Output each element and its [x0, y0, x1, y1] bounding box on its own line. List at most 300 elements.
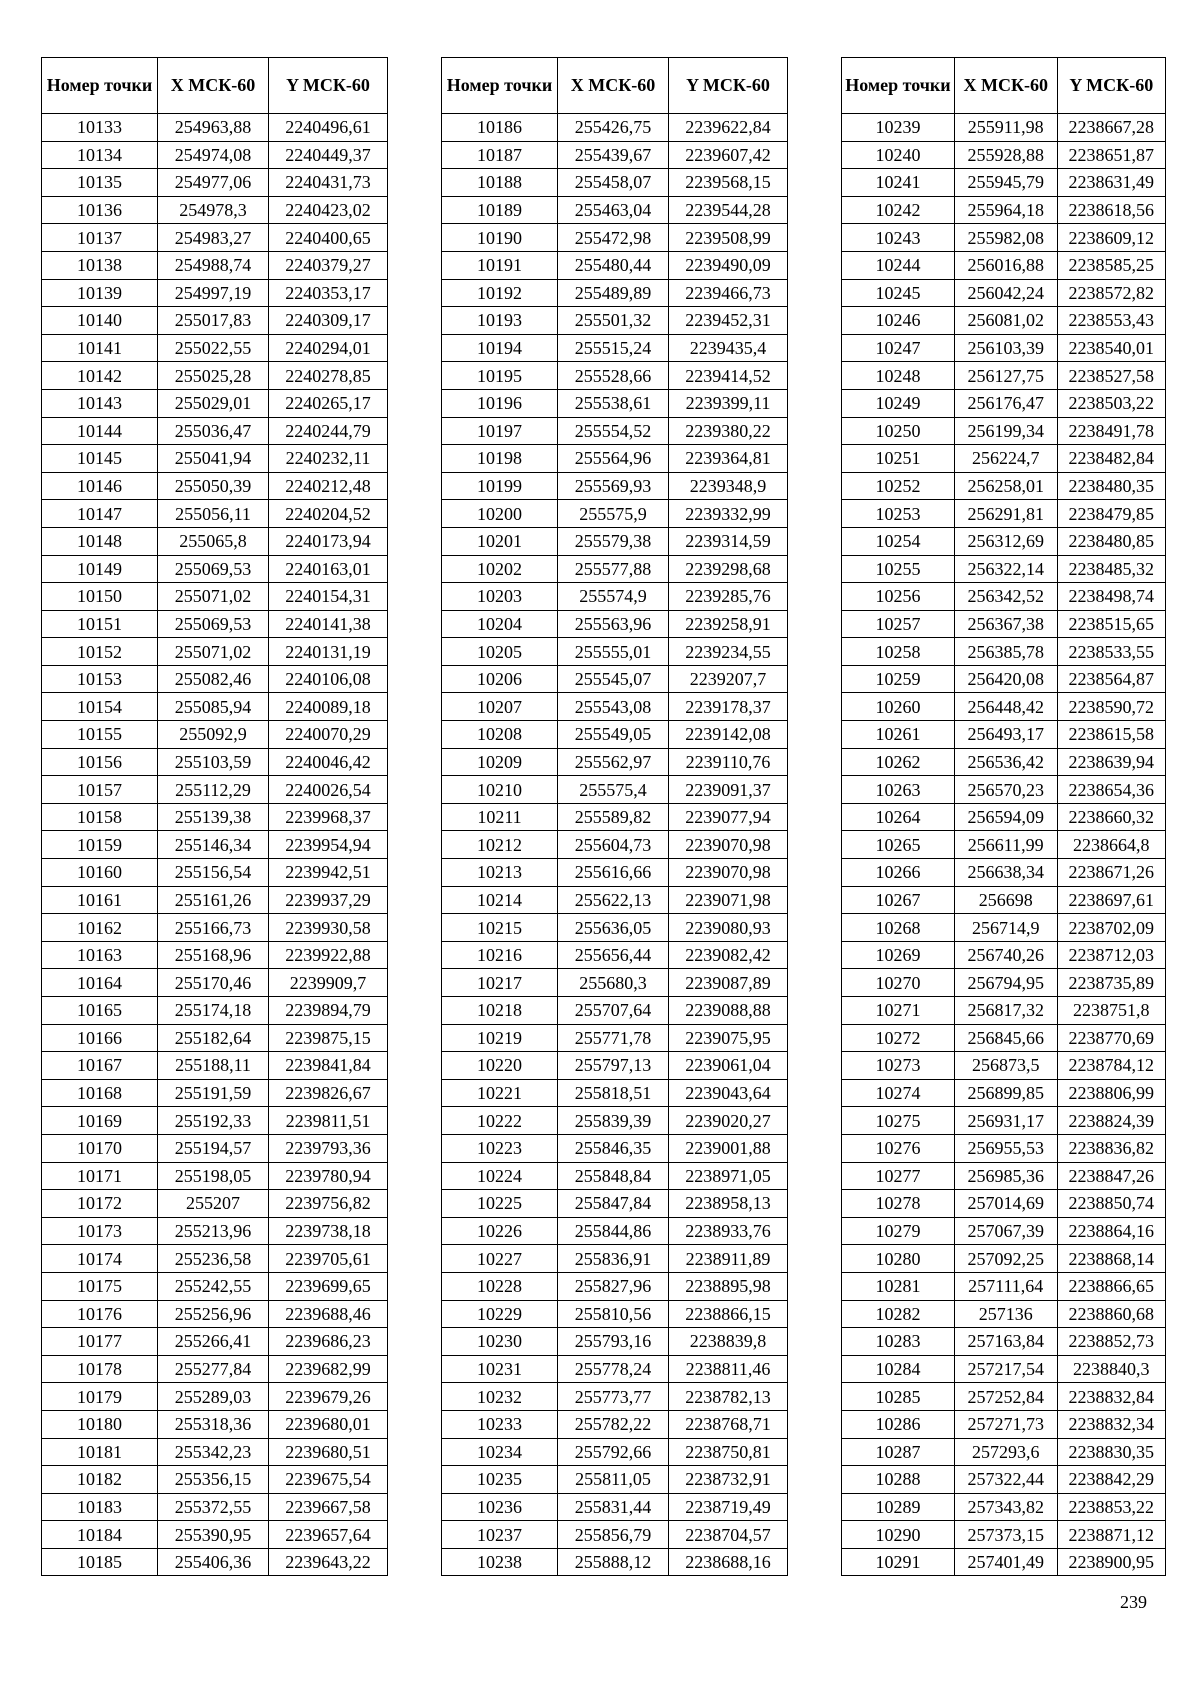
- x-coordinate-cell: 255636,05: [558, 914, 669, 942]
- x-coordinate-cell: 255277,84: [158, 1355, 269, 1383]
- x-coordinate-cell: 257271,73: [954, 1410, 1057, 1438]
- table-row: [42, 1355, 388, 1383]
- point-number-cell: 10189: [442, 196, 558, 224]
- point-number-cell: 10179: [42, 1383, 158, 1411]
- y-coordinate-cell: 2238895,98: [669, 1272, 788, 1300]
- point-number-cell: 10161: [42, 886, 158, 914]
- table-row: [42, 362, 388, 390]
- table-row: [842, 969, 1166, 997]
- point-number-cell: 10162: [42, 914, 158, 942]
- y-coordinate-cell: 2240131,19: [269, 638, 388, 666]
- point-number-cell: 10138: [42, 251, 158, 279]
- y-coordinate-cell: 2239082,42: [669, 941, 788, 969]
- point-number-cell: 10258: [842, 638, 955, 666]
- x-coordinate-cell: 256081,02: [954, 307, 1057, 335]
- table-row: [42, 141, 388, 169]
- x-coordinate-cell: 255170,46: [158, 969, 269, 997]
- table-row: [442, 362, 788, 390]
- table-row: [42, 307, 388, 335]
- y-coordinate-cell: 2239075,95: [669, 1024, 788, 1052]
- y-coordinate-cell: 2238697,61: [1057, 886, 1165, 914]
- point-number-cell: 10232: [442, 1383, 558, 1411]
- table-row: [42, 389, 388, 417]
- table-row: [842, 1272, 1166, 1300]
- table-row: [842, 610, 1166, 638]
- table-row: [442, 886, 788, 914]
- x-coordinate-cell: 256224,7: [954, 445, 1057, 473]
- point-number-cell: 10251: [842, 445, 955, 473]
- y-coordinate-cell: 2239001,88: [669, 1134, 788, 1162]
- y-coordinate-cell: 2238750,81: [669, 1438, 788, 1466]
- x-coordinate-cell: 255538,61: [558, 389, 669, 417]
- y-coordinate-cell: 2240449,37: [269, 141, 388, 169]
- x-coordinate-cell: 255198,05: [158, 1162, 269, 1190]
- x-coordinate-cell: 255318,36: [158, 1410, 269, 1438]
- point-number-cell: 10171: [42, 1162, 158, 1190]
- table-row: [442, 665, 788, 693]
- y-coordinate-cell: 2239544,28: [669, 196, 788, 224]
- point-number-cell: 10252: [842, 472, 955, 500]
- point-number-cell: 10169: [42, 1107, 158, 1135]
- y-coordinate-cell: 2239298,68: [669, 555, 788, 583]
- point-number-cell: 10184: [42, 1521, 158, 1549]
- point-number-cell: 10279: [842, 1217, 955, 1245]
- table-row: [42, 1521, 388, 1549]
- x-coordinate-cell: 255069,53: [158, 610, 269, 638]
- y-coordinate-cell: 2238585,25: [1057, 251, 1165, 279]
- y-coordinate-cell: 2238618,56: [1057, 196, 1165, 224]
- x-coordinate-cell: 256638,34: [954, 859, 1057, 887]
- table-row: [842, 1107, 1166, 1135]
- table-row: [842, 1217, 1166, 1245]
- y-coordinate-cell: 2238840,3: [1057, 1355, 1165, 1383]
- point-number-cell: 10168: [42, 1079, 158, 1107]
- table-row: [42, 997, 388, 1025]
- table-row: [842, 224, 1166, 252]
- point-number-cell: 10210: [442, 776, 558, 804]
- point-number-cell: 10256: [842, 583, 955, 611]
- point-number-cell: 10195: [442, 362, 558, 390]
- x-coordinate-cell: 257092,25: [954, 1245, 1057, 1273]
- table-row: [442, 1548, 788, 1576]
- y-coordinate-cell: 2238971,05: [669, 1162, 788, 1190]
- table-row: [442, 1217, 788, 1245]
- x-coordinate-cell: 255161,26: [158, 886, 269, 914]
- x-coordinate-cell: 256042,24: [954, 279, 1057, 307]
- x-coordinate-cell: 255289,03: [158, 1383, 269, 1411]
- y-coordinate-cell: 2238842,29: [1057, 1466, 1165, 1494]
- point-number-cell: 10243: [842, 224, 955, 252]
- x-coordinate-cell: 255146,34: [158, 831, 269, 859]
- point-number-cell: 10201: [442, 527, 558, 555]
- table-row: [842, 1328, 1166, 1356]
- point-number-cell: 10212: [442, 831, 558, 859]
- y-coordinate-cell: 2238782,13: [669, 1383, 788, 1411]
- table-row: [842, 141, 1166, 169]
- point-number-cell: 10139: [42, 279, 158, 307]
- x-coordinate-cell: 255888,12: [558, 1548, 669, 1576]
- x-coordinate-cell: 255575,9: [558, 500, 669, 528]
- y-coordinate-cell: 2239826,67: [269, 1079, 388, 1107]
- y-coordinate-cell: 2240106,08: [269, 665, 388, 693]
- x-coordinate-cell: 256420,08: [954, 665, 1057, 693]
- x-coordinate-cell: 255426,75: [558, 114, 669, 142]
- y-coordinate-cell: 2238830,35: [1057, 1438, 1165, 1466]
- header-row: [842, 58, 1166, 114]
- table-row: [42, 776, 388, 804]
- point-number-cell: 10257: [842, 610, 955, 638]
- point-number-cell: 10272: [842, 1024, 955, 1052]
- y-coordinate-cell: 2238768,71: [669, 1410, 788, 1438]
- x-coordinate-cell: 256312,69: [954, 527, 1057, 555]
- x-coordinate-cell: 256845,66: [954, 1024, 1057, 1052]
- y-coordinate-cell: 2239756,82: [269, 1190, 388, 1218]
- point-number-cell: 10290: [842, 1521, 955, 1549]
- x-coordinate-cell: 256258,01: [954, 472, 1057, 500]
- y-coordinate-cell: 2238527,58: [1057, 362, 1165, 390]
- y-coordinate-cell: 2239607,42: [669, 141, 788, 169]
- table-row: [842, 362, 1166, 390]
- x-coordinate-cell: 255515,24: [558, 334, 669, 362]
- table-body: [442, 114, 788, 1576]
- table-row: [442, 472, 788, 500]
- table-row: [842, 1410, 1166, 1438]
- y-coordinate-cell: 2238811,46: [669, 1355, 788, 1383]
- y-coordinate-cell: 2239738,18: [269, 1217, 388, 1245]
- point-number-cell: 10167: [42, 1052, 158, 1080]
- y-coordinate-cell: 2239841,84: [269, 1052, 388, 1080]
- table-row: [42, 665, 388, 693]
- x-coordinate-cell: 256794,95: [954, 969, 1057, 997]
- y-coordinate-cell: 2240379,27: [269, 251, 388, 279]
- point-number-cell: 10137: [42, 224, 158, 252]
- point-number-cell: 10275: [842, 1107, 955, 1135]
- point-number-cell: 10284: [842, 1355, 955, 1383]
- table-row: [442, 196, 788, 224]
- y-coordinate-cell: 2240154,31: [269, 583, 388, 611]
- point-number-cell: 10283: [842, 1328, 955, 1356]
- y-coordinate-cell: 2238958,13: [669, 1190, 788, 1218]
- x-coordinate-cell: 255266,41: [158, 1328, 269, 1356]
- x-coordinate-cell: 257136: [954, 1300, 1057, 1328]
- point-number-cell: 10230: [442, 1328, 558, 1356]
- point-number-cell: 10282: [842, 1300, 955, 1328]
- y-coordinate-cell: 2239234,55: [669, 638, 788, 666]
- point-number-cell: 10277: [842, 1162, 955, 1190]
- table-row: [442, 1107, 788, 1135]
- point-number-cell: 10236: [442, 1493, 558, 1521]
- x-coordinate-cell: 255604,73: [558, 831, 669, 859]
- x-coordinate-cell: 257252,84: [954, 1383, 1057, 1411]
- y-coordinate-cell: 2238832,84: [1057, 1383, 1165, 1411]
- table-row: [842, 997, 1166, 1025]
- table-row: [842, 1493, 1166, 1521]
- point-number-cell: 10149: [42, 555, 158, 583]
- x-coordinate-cell: 255056,11: [158, 500, 269, 528]
- table-row: [42, 583, 388, 611]
- y-coordinate-cell: 2239942,51: [269, 859, 388, 887]
- x-coordinate-cell: 255656,44: [558, 941, 669, 969]
- x-coordinate-cell: 255071,02: [158, 583, 269, 611]
- point-number-cell: 10153: [42, 665, 158, 693]
- y-coordinate-cell: 2240353,17: [269, 279, 388, 307]
- y-coordinate-cell: 2238590,72: [1057, 693, 1165, 721]
- table-row: [42, 1272, 388, 1300]
- y-coordinate-cell: 2239954,94: [269, 831, 388, 859]
- table-row: [42, 224, 388, 252]
- table-row: [442, 721, 788, 749]
- point-number-cell: 10185: [42, 1548, 158, 1576]
- x-coordinate-cell: 255069,53: [158, 555, 269, 583]
- y-coordinate-cell: 2238615,58: [1057, 721, 1165, 749]
- table-body: [842, 114, 1166, 1576]
- y-coordinate-cell: 2240309,17: [269, 307, 388, 335]
- y-coordinate-cell: 2239930,58: [269, 914, 388, 942]
- y-coordinate-cell: 2240173,94: [269, 527, 388, 555]
- point-number-cell: 10194: [442, 334, 558, 362]
- x-coordinate-cell: 257373,15: [954, 1521, 1057, 1549]
- y-coordinate-cell: 2239070,98: [669, 831, 788, 859]
- point-number-cell: 10268: [842, 914, 955, 942]
- table-row: [42, 969, 388, 997]
- table-row: [442, 1162, 788, 1190]
- point-number-cell: 10170: [42, 1134, 158, 1162]
- y-coordinate-cell: 2238671,26: [1057, 859, 1165, 887]
- y-coordinate-cell: 2239667,58: [269, 1493, 388, 1521]
- x-coordinate-cell: 257343,82: [954, 1493, 1057, 1521]
- table-row: [442, 1383, 788, 1411]
- y-coordinate-cell: 2238704,57: [669, 1521, 788, 1549]
- x-coordinate-cell: 255242,55: [158, 1272, 269, 1300]
- x-coordinate-cell: 255964,18: [954, 196, 1057, 224]
- table-row: [442, 748, 788, 776]
- table-row: [842, 307, 1166, 335]
- table-row: [842, 196, 1166, 224]
- table-row: [842, 721, 1166, 749]
- y-coordinate-cell: 2238868,14: [1057, 1245, 1165, 1273]
- table-row: [42, 1300, 388, 1328]
- table-row: [42, 196, 388, 224]
- point-number-cell: 10182: [42, 1466, 158, 1494]
- y-coordinate-cell: 2239679,26: [269, 1383, 388, 1411]
- table-row: [42, 1024, 388, 1052]
- x-coordinate-cell: 255844,86: [558, 1217, 669, 1245]
- x-coordinate-cell: 255847,84: [558, 1190, 669, 1218]
- x-coordinate-cell: 255458,07: [558, 169, 669, 197]
- header-x-coordinate: X МСК-60: [954, 58, 1057, 114]
- point-number-cell: 10221: [442, 1079, 558, 1107]
- x-coordinate-cell: 256594,09: [954, 803, 1057, 831]
- table-row: [42, 169, 388, 197]
- y-coordinate-cell: 2238852,73: [1057, 1328, 1165, 1356]
- y-coordinate-cell: 2240026,54: [269, 776, 388, 804]
- table-row: [42, 638, 388, 666]
- y-coordinate-cell: 2238533,55: [1057, 638, 1165, 666]
- x-coordinate-cell: 255771,78: [558, 1024, 669, 1052]
- y-coordinate-cell: 2239077,94: [669, 803, 788, 831]
- x-coordinate-cell: 256385,78: [954, 638, 1057, 666]
- point-number-cell: 10224: [442, 1162, 558, 1190]
- table-row: [42, 1134, 388, 1162]
- x-coordinate-cell: 256931,17: [954, 1107, 1057, 1135]
- y-coordinate-cell: 2238491,78: [1057, 417, 1165, 445]
- point-number-cell: 10216: [442, 941, 558, 969]
- x-coordinate-cell: 255139,38: [158, 803, 269, 831]
- table-row: [842, 169, 1166, 197]
- point-number-cell: 10259: [842, 665, 955, 693]
- y-coordinate-cell: 2240212,48: [269, 472, 388, 500]
- point-number-cell: 10264: [842, 803, 955, 831]
- point-number-cell: 10164: [42, 969, 158, 997]
- x-coordinate-cell: 255528,66: [558, 362, 669, 390]
- table-row: [42, 1410, 388, 1438]
- x-coordinate-cell: 255036,47: [158, 417, 269, 445]
- table-row: [442, 141, 788, 169]
- point-number-cell: 10271: [842, 997, 955, 1025]
- point-number-cell: 10166: [42, 1024, 158, 1052]
- x-coordinate-cell: 255793,16: [558, 1328, 669, 1356]
- x-coordinate-cell: 256899,85: [954, 1079, 1057, 1107]
- x-coordinate-cell: 256103,39: [954, 334, 1057, 362]
- point-number-cell: 10213: [442, 859, 558, 887]
- y-coordinate-cell: 2238688,16: [669, 1548, 788, 1576]
- x-coordinate-cell: 255406,36: [158, 1548, 269, 1576]
- table-row: [42, 803, 388, 831]
- y-coordinate-cell: 2239699,65: [269, 1272, 388, 1300]
- y-coordinate-cell: 2238480,35: [1057, 472, 1165, 500]
- point-number-cell: 10229: [442, 1300, 558, 1328]
- table-row: [42, 914, 388, 942]
- table-row: [842, 665, 1166, 693]
- y-coordinate-cell: 2240294,01: [269, 334, 388, 362]
- point-number-cell: 10276: [842, 1134, 955, 1162]
- y-coordinate-cell: 2238871,12: [1057, 1521, 1165, 1549]
- point-number-cell: 10235: [442, 1466, 558, 1494]
- table-row: [842, 1548, 1166, 1576]
- point-number-cell: 10176: [42, 1300, 158, 1328]
- y-coordinate-cell: 2238824,39: [1057, 1107, 1165, 1135]
- x-coordinate-cell: 257217,54: [954, 1355, 1057, 1383]
- table-row: [42, 721, 388, 749]
- x-coordinate-cell: 255856,79: [558, 1521, 669, 1549]
- y-coordinate-cell: 2239071,98: [669, 886, 788, 914]
- point-number-cell: 10286: [842, 1410, 955, 1438]
- x-coordinate-cell: 255085,94: [158, 693, 269, 721]
- y-coordinate-cell: 2238553,43: [1057, 307, 1165, 335]
- table-row: [442, 114, 788, 142]
- table-row: [842, 555, 1166, 583]
- x-coordinate-cell: 255848,84: [558, 1162, 669, 1190]
- point-number-cell: 10147: [42, 500, 158, 528]
- point-number-cell: 10199: [442, 472, 558, 500]
- y-coordinate-cell: 2240278,85: [269, 362, 388, 390]
- table-row: [842, 859, 1166, 887]
- header-point-number: Номер точки: [42, 58, 158, 114]
- y-coordinate-cell: 2239705,61: [269, 1245, 388, 1273]
- y-coordinate-cell: 2239622,84: [669, 114, 788, 142]
- table-row: [42, 693, 388, 721]
- y-coordinate-cell: 2239207,7: [669, 665, 788, 693]
- y-coordinate-cell: 2238864,16: [1057, 1217, 1165, 1245]
- point-number-cell: 10240: [842, 141, 955, 169]
- y-coordinate-cell: 2239922,88: [269, 941, 388, 969]
- y-coordinate-cell: 2240204,52: [269, 500, 388, 528]
- x-coordinate-cell: 257111,64: [954, 1272, 1057, 1300]
- y-coordinate-cell: 2238751,8: [1057, 997, 1165, 1025]
- x-coordinate-cell: 255480,44: [558, 251, 669, 279]
- point-number-cell: 10145: [42, 445, 158, 473]
- x-coordinate-cell: 255555,01: [558, 638, 669, 666]
- y-coordinate-cell: 2238911,89: [669, 1245, 788, 1273]
- table-row: [42, 279, 388, 307]
- x-coordinate-cell: 256570,23: [954, 776, 1057, 804]
- table-row: [42, 1383, 388, 1411]
- y-coordinate-cell: 2238735,89: [1057, 969, 1165, 997]
- y-coordinate-cell: 2239466,73: [669, 279, 788, 307]
- x-coordinate-cell: 255213,96: [158, 1217, 269, 1245]
- table-row: [442, 1190, 788, 1218]
- table-row: [842, 583, 1166, 611]
- coordinate-tables: [41, 57, 1166, 1597]
- point-number-cell: 10233: [442, 1410, 558, 1438]
- table-row: [442, 997, 788, 1025]
- x-coordinate-cell: 256493,17: [954, 721, 1057, 749]
- table-row: [42, 527, 388, 555]
- point-number-cell: 10285: [842, 1383, 955, 1411]
- table-row: [842, 776, 1166, 804]
- table-row: [442, 610, 788, 638]
- x-coordinate-cell: 255589,82: [558, 803, 669, 831]
- x-coordinate-cell: 255236,58: [158, 1245, 269, 1273]
- table-row: [842, 1438, 1166, 1466]
- table-row: [842, 114, 1166, 142]
- x-coordinate-cell: 255839,39: [558, 1107, 669, 1135]
- y-coordinate-cell: 2240400,65: [269, 224, 388, 252]
- y-coordinate-cell: 2239435,4: [669, 334, 788, 362]
- point-number-cell: 10143: [42, 389, 158, 417]
- table-row: [42, 941, 388, 969]
- table-row: [842, 914, 1166, 942]
- x-coordinate-cell: 255168,96: [158, 941, 269, 969]
- x-coordinate-cell: 255543,08: [558, 693, 669, 721]
- x-coordinate-cell: 255472,98: [558, 224, 669, 252]
- x-coordinate-cell: 255574,9: [558, 583, 669, 611]
- y-coordinate-cell: 2238853,22: [1057, 1493, 1165, 1521]
- y-coordinate-cell: 2239087,89: [669, 969, 788, 997]
- y-coordinate-cell: 2238784,12: [1057, 1052, 1165, 1080]
- y-coordinate-cell: 2239508,99: [669, 224, 788, 252]
- y-coordinate-cell: 2238639,94: [1057, 748, 1165, 776]
- x-coordinate-cell: 256342,52: [954, 583, 1057, 611]
- table-row: [42, 1217, 388, 1245]
- table-row: [842, 1521, 1166, 1549]
- x-coordinate-cell: 255792,66: [558, 1438, 669, 1466]
- y-coordinate-cell: 2238866,15: [669, 1300, 788, 1328]
- point-number-cell: 10135: [42, 169, 158, 197]
- table-row: [842, 831, 1166, 859]
- point-number-cell: 10266: [842, 859, 955, 887]
- y-coordinate-cell: 2238664,8: [1057, 831, 1165, 859]
- point-number-cell: 10157: [42, 776, 158, 804]
- y-coordinate-cell: 2239088,88: [669, 997, 788, 1025]
- y-coordinate-cell: 2239110,76: [669, 748, 788, 776]
- x-coordinate-cell: 255082,46: [158, 665, 269, 693]
- header-y-coordinate: Y МСК-60: [269, 58, 388, 114]
- x-coordinate-cell: 255827,96: [558, 1272, 669, 1300]
- point-number-cell: 10144: [42, 417, 158, 445]
- table-row: [442, 417, 788, 445]
- x-coordinate-cell: 255577,88: [558, 555, 669, 583]
